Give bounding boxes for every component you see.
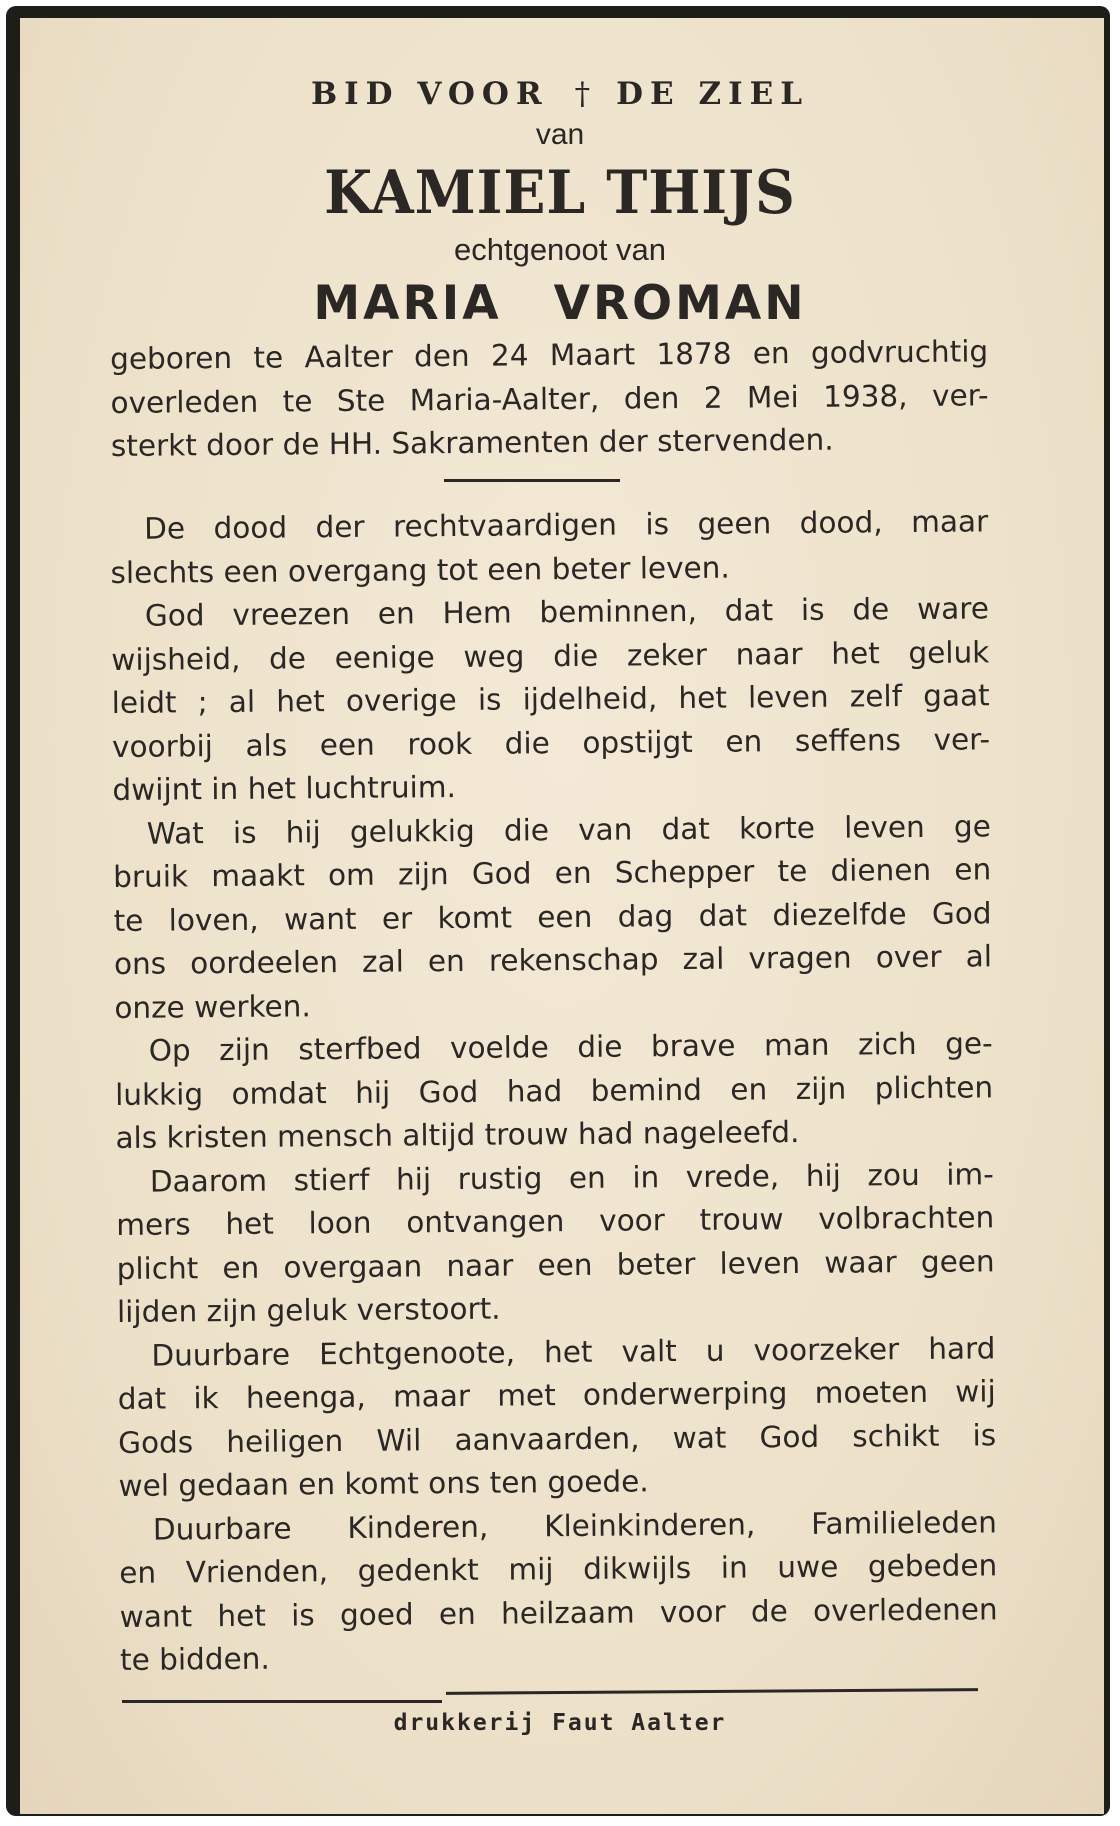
paragraph-line: Op zijn sterfbed voelde die brave man zich ge- [148,1026,993,1068]
paragraph-line: God vreezen en Hem beminnen, dat is de ware [144,591,990,633]
paragraph-line: wel gedaan en komt ons ten goede. [118,1464,649,1503]
header-right: DE ZIEL [616,76,809,112]
paragraph-line: bruik maakt om zijn God en Schepper te dienen en [113,852,992,894]
relation-text: echtgenoot van [453,232,666,267]
paragraph-line: Gods heiligen Wil aanvaarden, wat God schikt is [118,1417,997,1460]
paragraph-line: Daarom stierf hij rustig en in vrede, hij zou im- [149,1156,994,1199]
spouse-first-name: MARIA [313,276,502,331]
divider-rule [444,479,620,482]
paragraph-line: want het is goed en heilzaam voor de overledenen [119,1591,998,1634]
paragraph-line: Duurbare Echtgenoote, het valt u voorzeker hard [151,1330,996,1373]
paragraph-line: wijsheid, de eenige weg die zeker naar het geluk [111,634,990,677]
van-text: van [535,118,585,151]
cross-symbol: † [574,76,591,112]
paragraph-line: onze werken. [114,988,311,1025]
paragraph-line: leidt ; al het overige is ijdelheid, het leven zelf gaat [111,678,990,720]
paragraph-line: De dood der rechtvaardigen is geen dood, maar [144,504,989,546]
paragraph-line: lukkig omdat hij God had bemind en zijn plichten [114,1069,994,1112]
prayer-header [0,76,1120,112]
paragraph-line: plicht en overgaan naar een beter leven waar geen [116,1243,995,1286]
paragraph-line: dat ik heenga, maar met onderwerping moeten wij [117,1374,996,1416]
paragraph-line: voorbij als een rook die opstijgt en seffens ver- [111,721,991,764]
paragraph-line: lijden zijn geluk verstoort. [116,1291,501,1329]
biography-block [110,330,989,468]
biography-line: sterkt door de HH. Sakramenten der stervenden. [110,422,834,463]
spouse-last-name: VROMAN [553,276,807,331]
paragraph-line: te bidden. [119,1641,270,1677]
deceased-name: KAMIEL THIJS [324,158,796,228]
biography-line: geboren te Aalter den 24 Maart 1878 en godvruchtig [110,334,989,376]
biography-line: overleden te Ste Maria-Aalter, den 2 Mei 1938, ver- [110,377,989,420]
paragraph-line: slechts een overgang tot een beter leven. [110,550,730,590]
paragraph-line: dwijnt in het luchtruim. [112,769,457,807]
paragraph-line: ons oordeelen zal en rekenschap zal vragen over al [113,939,993,981]
paragraph-line: te loven, want er komt een dag dat diezelfde God [113,895,992,938]
spouse-name [0,276,1120,331]
text-body [110,500,998,1682]
paragraph-line: en Vrienden, gedenkt mij dikwijls in uwe gebeden [119,1548,998,1590]
paragraph-line: Duurbare Kinderen, Kleinkinderen, Familieleden [152,1504,998,1547]
paragraph-line: Wat is hij gelukkig die van dat korte leven ge [146,808,991,851]
header-left: BID VOOR [310,76,549,112]
bottom-rule-left [122,1700,442,1703]
paragraph-line: mers het loon ontvangen voor trouw volbrachten [116,1200,995,1242]
paragraph-line: als kristen mensch altijd trouw had nageleefd. [115,1115,800,1155]
printer-imprint: drukkerij Faut Aalter [393,1710,727,1736]
